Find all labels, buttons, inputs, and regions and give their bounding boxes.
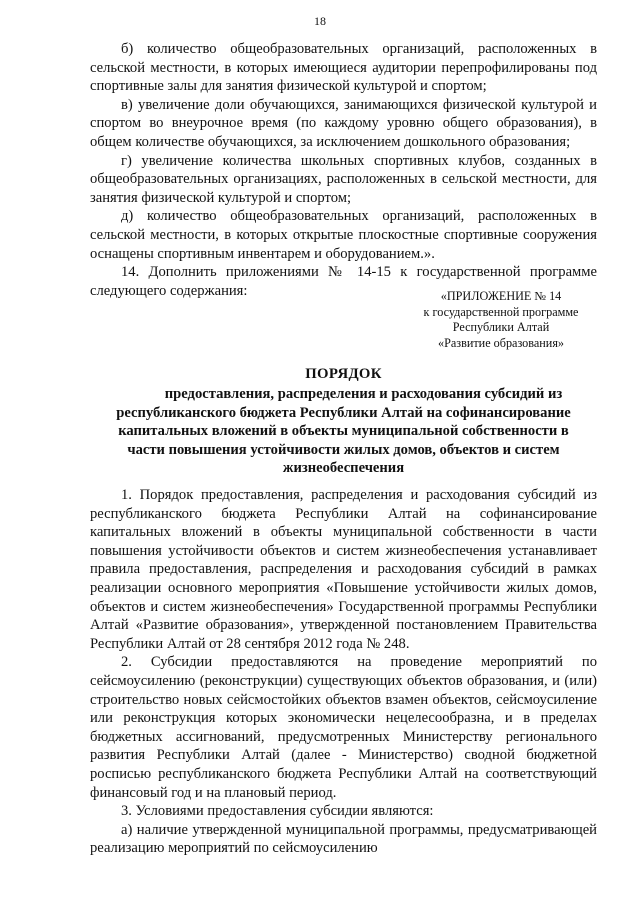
subtitle-rest: республиканского бюджета Республики Алтай на софинансирование капитальных вложений в объекты муниципальной собственности в части повышения устойчивости жилых домов, объектов и систем жизнеобеспечения	[116, 404, 571, 477]
paragraph-14: 14. Дополнить приложениями № 14-15 к государственной программе следующего содержания:	[90, 264, 597, 299]
intro-text	[90, 40, 597, 300]
paragraph-v: в) увеличение доли обучающихся, занимающихся физической культурой и спортом во внеурочное время (по каждому уровню общего образования), в общем количестве обучающихся, за исключением дошкольного образования;	[90, 96, 597, 150]
page-number: 18	[314, 14, 326, 28]
appendix-line-2: к государственной программе	[423, 304, 579, 319]
appendix-line-3: Республики Алтай	[452, 320, 550, 334]
paragraph-g: г) увеличение количества школьных спортивных клубов, созданных в общеобразовательных организациях, расположенных в сельской местности, для занятия физической культурой и спортом;	[90, 152, 597, 206]
subtitle-line-1: предоставления, распределения и расходования субсидий из	[164, 386, 563, 402]
paragraph-3a: а) наличие утвержденной муниципальной программы, предусматривающей реализацию мероприятий по сейсмоусилению	[90, 821, 597, 857]
appendix-line-4: «Развитие образования»	[437, 335, 565, 350]
paragraph-3: 3. Условиями предоставления субсидии являются:	[121, 803, 434, 820]
appendix-line-1: «ПРИЛОЖЕНИЕ № 14	[440, 289, 562, 303]
paragraph-2: 2. Субсидии предоставляются на проведение мероприятий по сейсмоусилению (реконструкции) существующих объектов образования, и (или) строительство новых сейсмостойких объектов взамен объектов, сейсмоусиление или реконструкция которых экономически нецелесообразна, и в пределах бюджетных ассигнований, предусмотренных Министерству регионального развития Республики Алтай (далее - Министерство) сводной бюджетной росписью республиканского бюджета Республики Алтай на соответствующий финансовый год и на плановый период.	[90, 654, 597, 801]
paragraph-1: 1. Порядок предоставления, распределения и расходования субсидий из республиканского бюджета Республики Алтай на софинансирование капитальных вложений в объекты муниципальной собственности в части повышения устойчивости объектов и систем жизнеобеспечения устанавливает правила предоставления, распределения и расходования субсидий в рамках реализации основного мероприятия «Повышение устойчивости жилых домов, объектов и систем жизнеобеспечения» Государственной программы Республики Алтай «Развитие образования», утвержденной постановлением Правительства Республики Алтай от 28 сентября 2012 года № 248.	[90, 487, 597, 652]
paragraph-b: б) количество общеобразовательных организаций, расположенных в сельской местности, в которых имеющиеся аудитории перепрофилированы под спортивные залы для занятия физической культурой и спортом;	[90, 41, 597, 95]
document-title: ПОРЯДОК	[305, 366, 382, 382]
document-subtitle	[100, 385, 587, 478]
appendix-header	[392, 289, 610, 351]
body-text	[90, 486, 597, 858]
paragraph-d: д) количество общеобразовательных организаций, расположенных в сельской местности, в которых открытые плоскостные спортивные сооружения оснащены спортивным инвентарем и оборудованием.».	[90, 208, 597, 262]
